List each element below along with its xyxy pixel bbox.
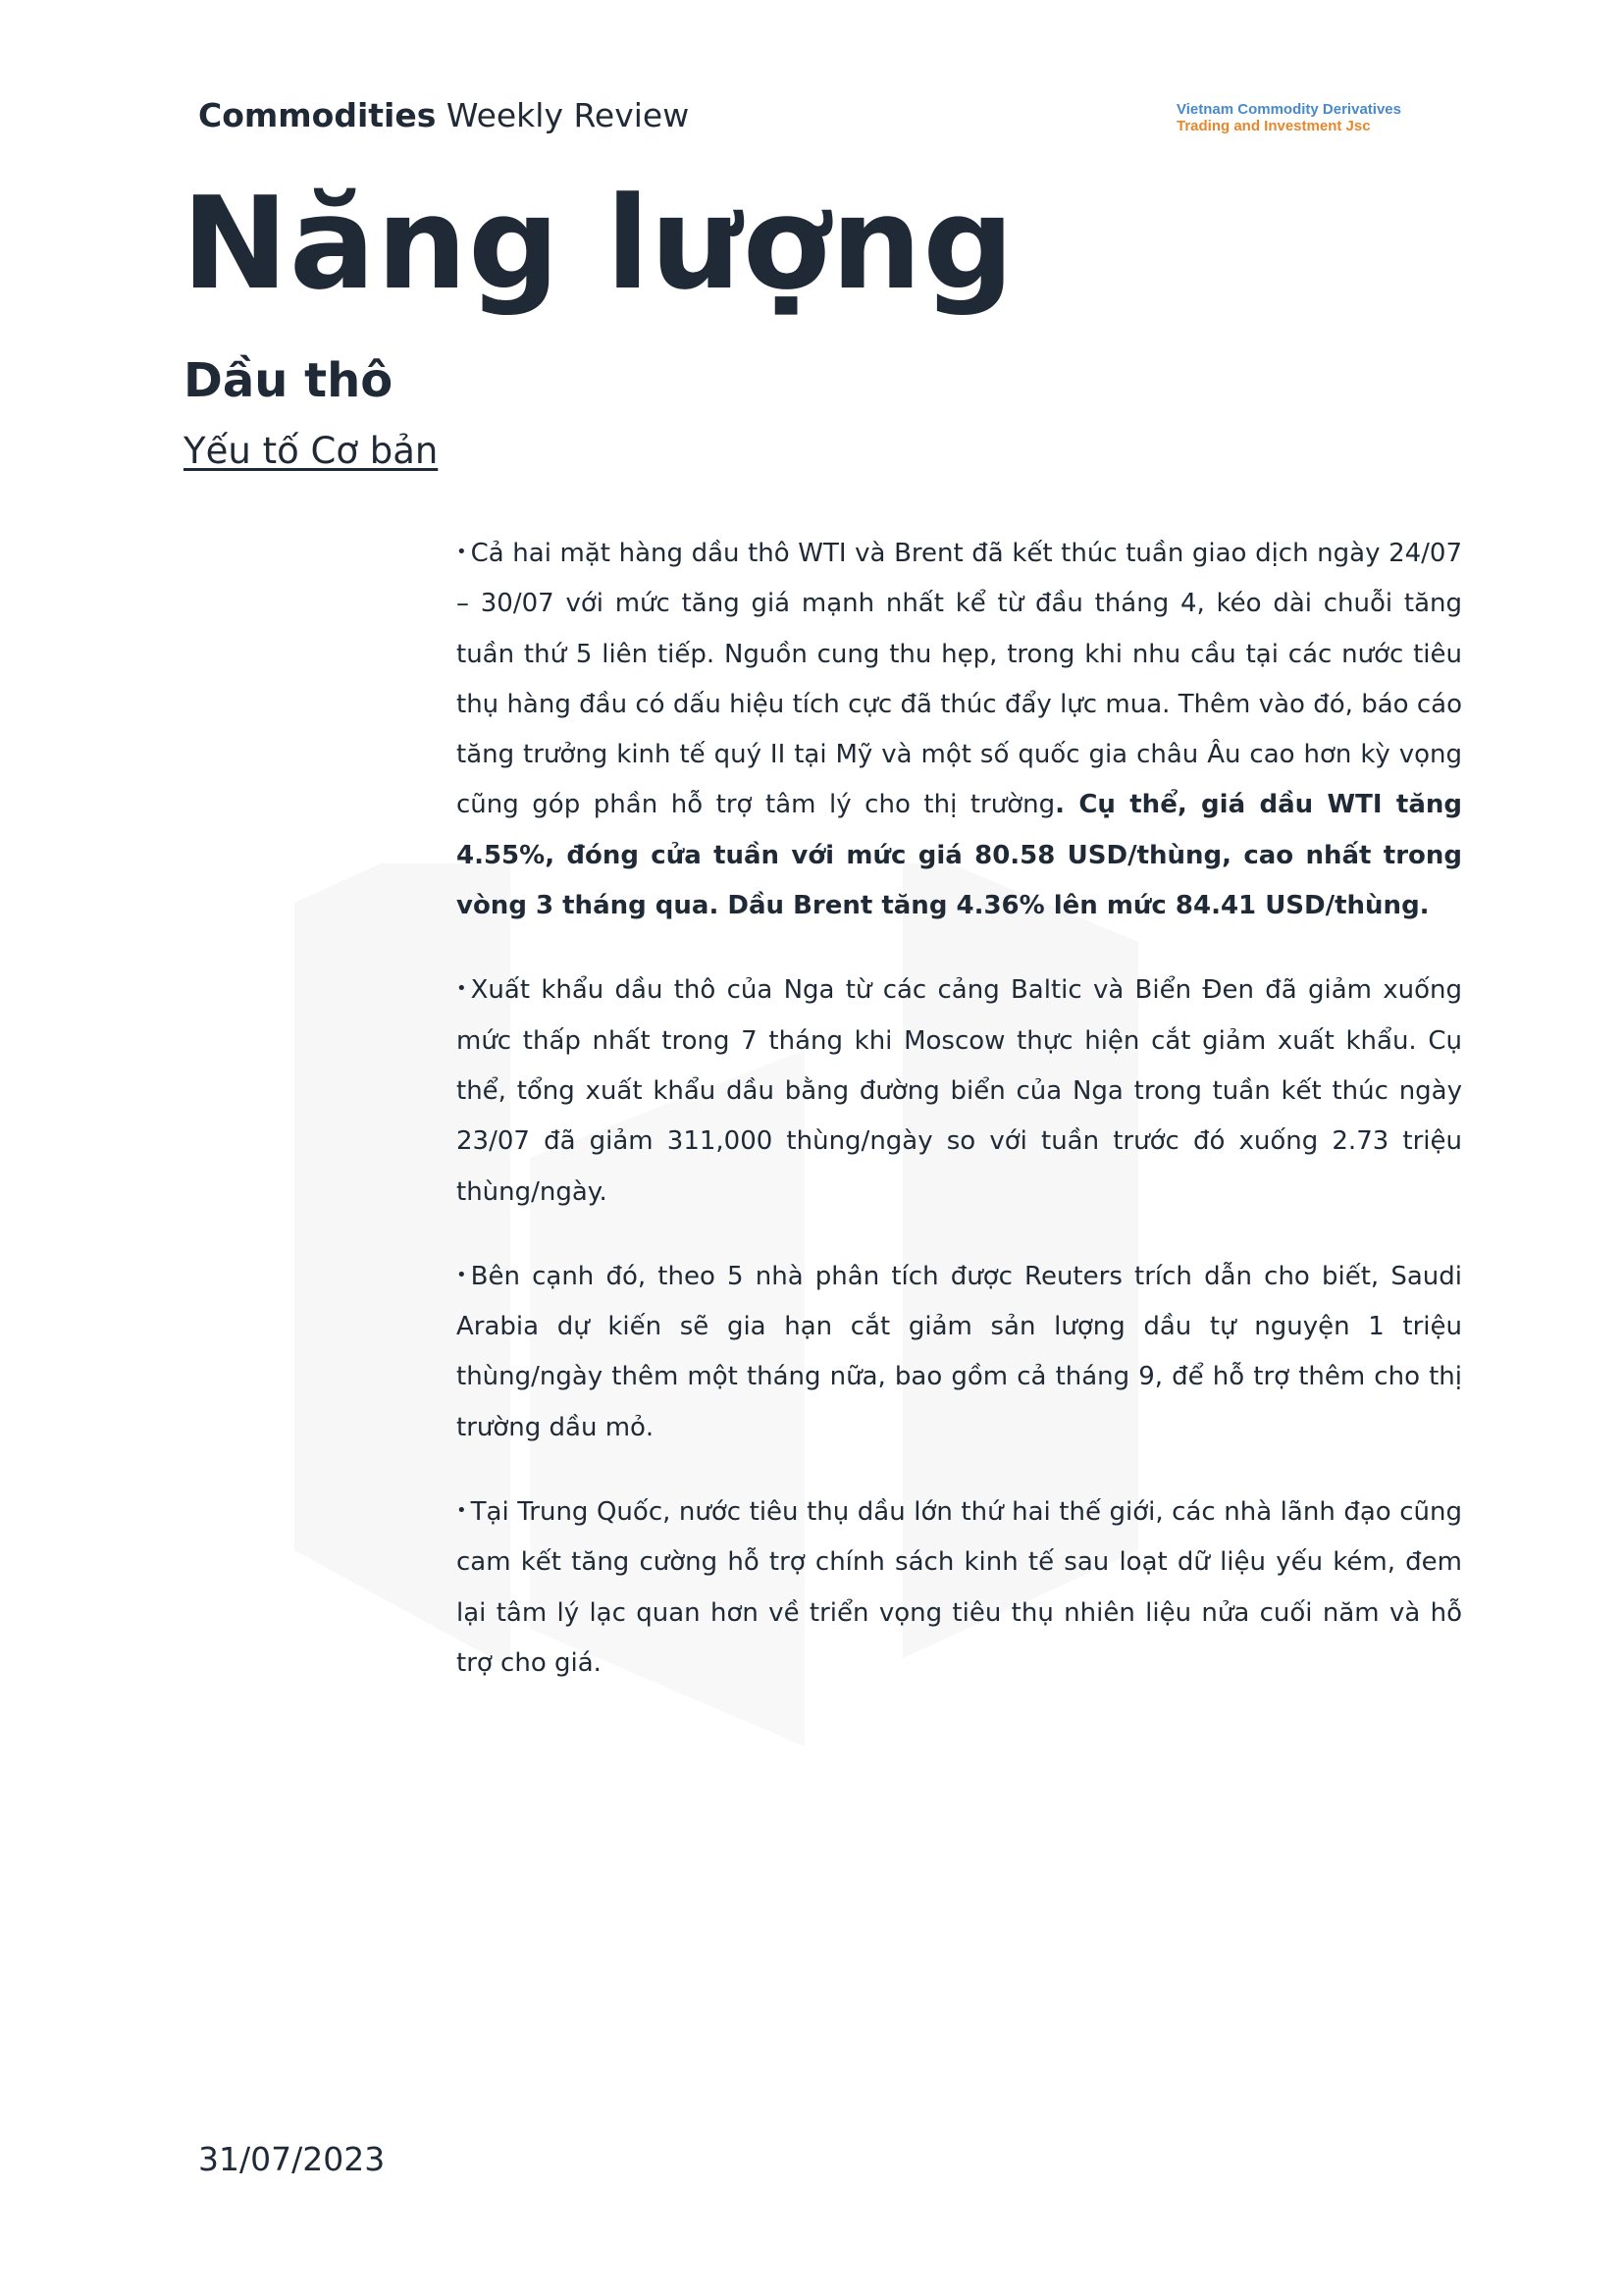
bullet-icon: •	[456, 542, 467, 562]
paragraph-4-text: Tại Trung Quốc, nước tiêu thụ dầu lớn thứ hai thế giới, các nhà lãnh đạo cũng cam kết tăng cường hỗ trợ chính sách kinh tế sau loạt dữ liệu yếu kém, đem lại tâm lý lạc quan hơn về triển vọng tiêu thụ nhiên liệu nửa cuối năm và hỗ trợ cho giá.	[456, 1497, 1462, 1678]
bullet-icon: •	[456, 978, 467, 1000]
bullet-icon: •	[456, 1264, 467, 1285]
bullet-icon: •	[456, 1500, 467, 1522]
paragraph-2-text: Xuất khẩu dầu thô của Nga từ các cảng Baltic và Biển Đen đã giảm xuống mức thấp nhất trong 7 tháng khi Moscow thực hiện cắt giảm xuất khẩu. Cụ thể, tổng xuất khẩu dầu bằng đường biển của Nga trong tuần kết thúc ngày 23/07 đã giảm 311,000 thùng/ngày so với tuần trước đó xuống 2.73 triệu thùng/ngày.	[456, 975, 1462, 1207]
report-title-rest: Weekly Review	[436, 96, 690, 134]
paragraph-3-text: Bên cạnh đó, theo 5 nhà phân tích được Reuters trích dẫn cho biết, Saudi Arabia dự kiến sẽ gia hạn cắt giảm sản lượng dầu tự nguyện 1 triệu thùng/ngày thêm một tháng nữa, bao gồm cả tháng 9, để hỗ trợ thêm cho thị trường dầu mỏ.	[456, 1261, 1462, 1442]
report-title	[198, 96, 689, 134]
paragraph-1-text: Cả hai mặt hàng dầu thô WTI và Brent đã kết thúc tuần giao dịch ngày 24/07 – 30/07 với mức tăng giá mạnh nhất kể từ đầu tháng 4, kéo dài chuỗi tăng tuần thứ 5 liên tiếp. Nguồn cung thu hẹp, trong khi nhu cầu tại các nước tiêu thụ hàng đầu có dấu hiệu tích cực đã thúc đẩy lực mua. Thêm vào đó, báo cáo tăng trưởng kinh tế quý II tại Mỹ và một số quốc gia châu Âu cao hơn kỳ vọng cũng góp phần hỗ trợ tâm lý cho thị trường	[456, 539, 1462, 820]
paragraph-2	[456, 964, 1462, 1217]
article-body	[456, 527, 1462, 1721]
paragraph-4	[456, 1486, 1462, 1689]
company-logo-line1: Vietnam Commodity Derivatives	[1177, 101, 1401, 118]
page-title: Năng lượng	[182, 169, 1016, 318]
report-date: 31/07/2023	[198, 2140, 386, 2178]
paragraph-1-bold-text: . Cụ thể, giá dầu WTI tăng 4.55%, đóng cửa tuần với mức giá 80.58 USD/thùng, cao nhất trong vòng 3 tháng qua. Dầu Brent tăng 4.36% lên mức 84.41 USD/thùng.	[456, 790, 1462, 921]
section-heading: Yếu tố Cơ bản	[183, 430, 439, 472]
page-subtitle: Dầu thô	[183, 353, 393, 408]
paragraph-3	[456, 1250, 1462, 1453]
company-logo	[1177, 101, 1401, 134]
paragraph-1	[456, 527, 1462, 931]
company-logo-line2: Trading and Investment Jsc	[1177, 118, 1371, 134]
report-title-bold: Commodities	[198, 96, 437, 134]
